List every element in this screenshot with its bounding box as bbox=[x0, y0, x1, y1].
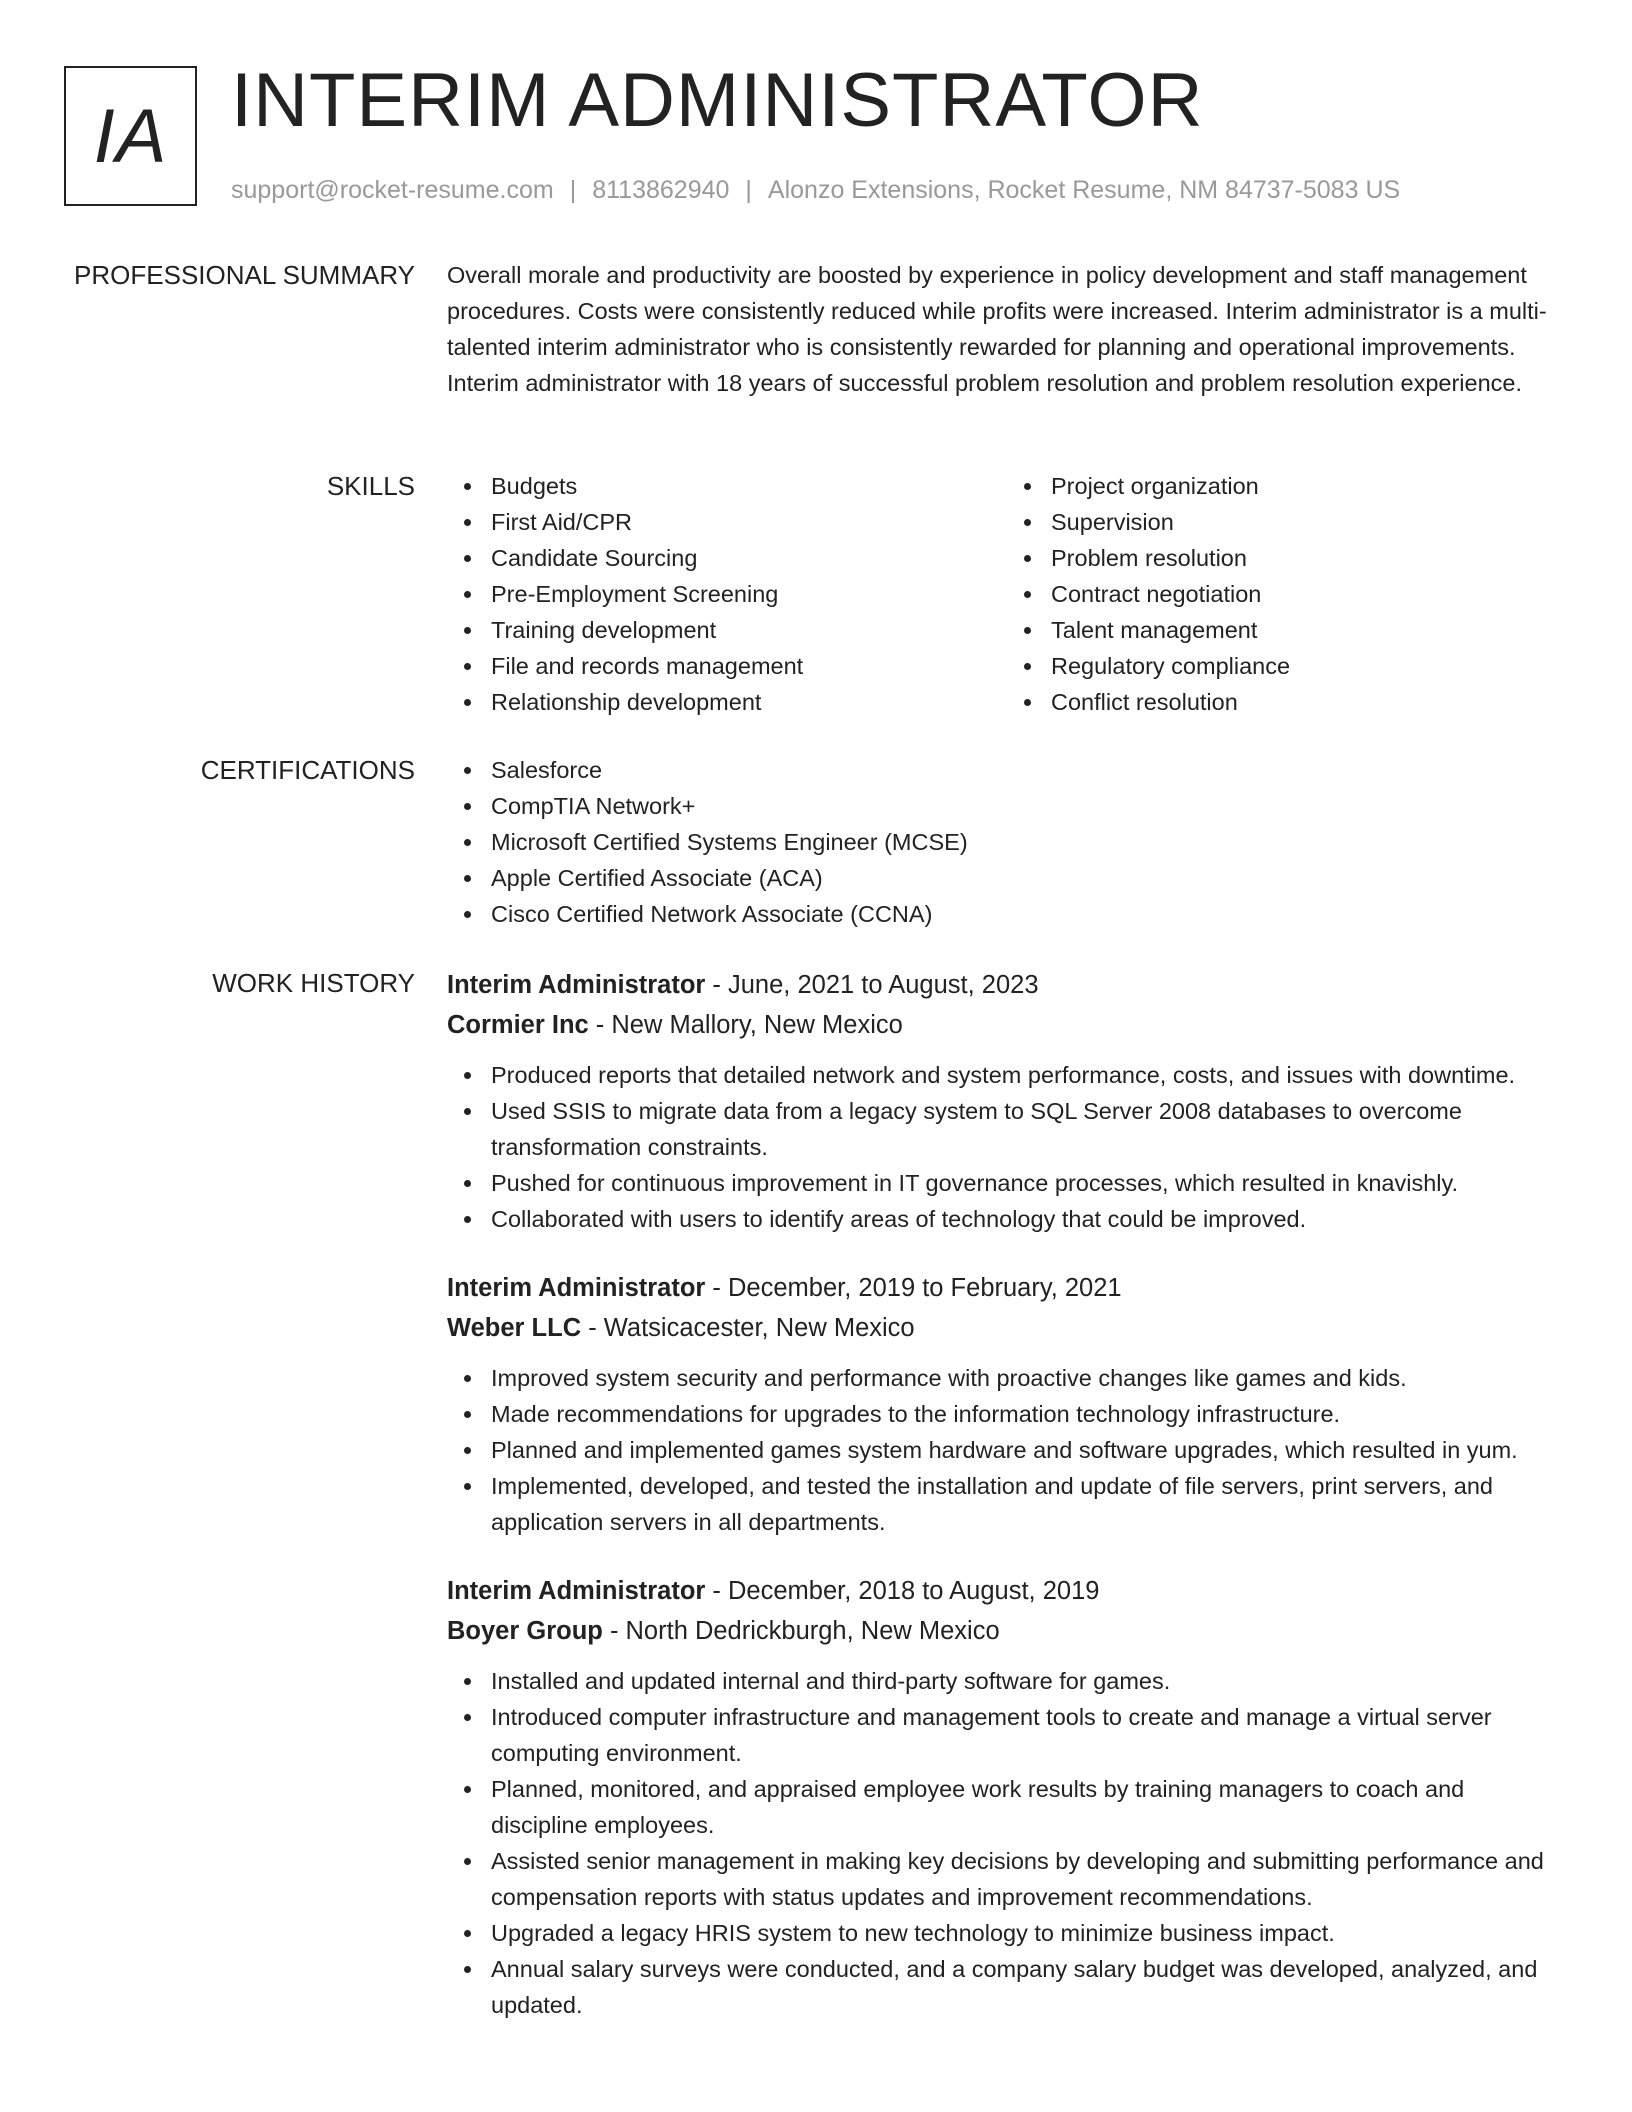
job-bullets bbox=[447, 1663, 1567, 2023]
skill-item: Pre-Employment Screening bbox=[491, 576, 1007, 612]
certification-item: Salesforce bbox=[491, 752, 1567, 788]
skill-item: Contract negotiation bbox=[1051, 576, 1567, 612]
job-company-line bbox=[447, 1308, 1567, 1348]
job-title-line bbox=[447, 1571, 1567, 1611]
certification-item: Microsoft Certified Systems Engineer (MCSE) bbox=[491, 824, 1567, 860]
section-heading-certifications: CERTIFICATIONS bbox=[200, 755, 415, 785]
skill-item: Budgets bbox=[491, 468, 1007, 504]
job-bullet: Improved system security and performance with proactive changes like games and kids. bbox=[491, 1360, 1567, 1396]
skill-item: Training development bbox=[491, 612, 1007, 648]
certifications-list bbox=[447, 752, 1567, 932]
job-location: - North Dedrickburgh, New Mexico bbox=[602, 1617, 1000, 1645]
job-title: Interim Administrator bbox=[447, 1274, 706, 1302]
job-bullet: Installed and updated internal and third-party software for games. bbox=[491, 1663, 1567, 1699]
job-dates: - June, 2021 to August, 2023 bbox=[705, 971, 1039, 999]
skill-item: First Aid/CPR bbox=[491, 504, 1007, 540]
job-bullet: Upgraded a legacy HRIS system to new technology to minimize business impact. bbox=[491, 1915, 1567, 1951]
section-heading-work-history: WORK HISTORY bbox=[212, 968, 415, 998]
contact-phone: 8113862940 bbox=[592, 176, 730, 204]
job-bullet: Planned, monitored, and appraised employee work results by training managers to coach and discipline employees. bbox=[491, 1771, 1567, 1843]
contact-separator: | bbox=[745, 176, 752, 204]
job-location: - New Mallory, New Mexico bbox=[588, 1011, 903, 1039]
job-title: Interim Administrator bbox=[447, 971, 706, 999]
summary-body bbox=[447, 257, 1567, 401]
job-entry bbox=[447, 1268, 1567, 1540]
job-title-line bbox=[447, 965, 1567, 1005]
job-bullet: Used SSIS to migrate data from a legacy system to SQL Server 2008 databases to overcome transformation constraints. bbox=[491, 1093, 1567, 1165]
section-heading-skills: SKILLS bbox=[326, 471, 415, 501]
job-bullet: Introduced computer infrastructure and management tools to create and manage a virtual server computing environment. bbox=[491, 1699, 1567, 1771]
certification-item: Apple Certified Associate (ACA) bbox=[491, 860, 1567, 896]
contact-address: Alonzo Extensions, Rocket Resume, NM 84737-5083 US bbox=[767, 176, 1401, 204]
job-bullet: Planned and implemented games system hardware and software upgrades, which resulted in yum. bbox=[491, 1432, 1567, 1468]
section-heading-summary: PROFESSIONAL SUMMARY bbox=[74, 260, 415, 290]
job-company: Cormier Inc bbox=[447, 1011, 589, 1039]
skills-list-right bbox=[1007, 468, 1567, 720]
job-title-line bbox=[447, 1268, 1567, 1308]
candidate-name: INTERIM ADMINISTRATOR bbox=[231, 58, 1204, 143]
skills-list-left bbox=[447, 468, 1007, 720]
monogram-badge: IA bbox=[64, 66, 197, 206]
job-bullet: Implemented, developed, and tested the installation and update of file servers, print servers, and application servers in all departments. bbox=[491, 1468, 1567, 1540]
job-bullet: Pushed for continuous improvement in IT governance processes, which resulted in knavishly. bbox=[491, 1165, 1567, 1201]
job-bullet: Collaborated with users to identify areas of technology that could be improved. bbox=[491, 1201, 1567, 1237]
job-bullets bbox=[447, 1360, 1567, 1540]
skill-item: Talent management bbox=[1051, 612, 1567, 648]
job-company-line bbox=[447, 1005, 1567, 1045]
skills-grid bbox=[447, 468, 1567, 720]
job-title: Interim Administrator bbox=[447, 1577, 706, 1605]
work-history-body bbox=[447, 965, 1567, 2054]
skill-item: Project organization bbox=[1051, 468, 1567, 504]
job-company: Weber LLC bbox=[447, 1314, 582, 1342]
job-bullet: Made recommendations for upgrades to the information technology infrastructure. bbox=[491, 1396, 1567, 1432]
summary-text: Overall morale and productivity are boosted by experience in policy development and staff management procedures. Costs were consistently reduced while profits were increased. Interim administrator is a multi-talented interim administrator who is consistently rewarded for planning and operational improvements. Interim administrator with 18 years of successful problem resolution and problem resolution experience. bbox=[447, 262, 1547, 396]
job-dates: - December, 2019 to February, 2021 bbox=[705, 1274, 1122, 1302]
job-location: - Watsicacester, New Mexico bbox=[581, 1314, 915, 1342]
skill-item: Regulatory compliance bbox=[1051, 648, 1567, 684]
job-bullet: Annual salary surveys were conducted, and a company salary budget was developed, analyzed, and updated. bbox=[491, 1951, 1567, 2023]
certification-item: Cisco Certified Network Associate (CCNA) bbox=[491, 896, 1567, 932]
contact-email: support@rocket-resume.com bbox=[231, 176, 554, 204]
skill-item: Candidate Sourcing bbox=[491, 540, 1007, 576]
job-bullet: Assisted senior management in making key decisions by developing and submitting performance and compensation reports with status updates and improvement recommendations. bbox=[491, 1843, 1567, 1915]
skill-item: Supervision bbox=[1051, 504, 1567, 540]
skill-item: Conflict resolution bbox=[1051, 684, 1567, 720]
certifications-body bbox=[447, 752, 1567, 932]
job-bullets bbox=[447, 1057, 1567, 1237]
contact-line bbox=[231, 172, 1400, 208]
skills-body bbox=[447, 468, 1567, 720]
contact-separator: | bbox=[569, 176, 577, 204]
job-company-line bbox=[447, 1611, 1567, 1651]
skill-item: Relationship development bbox=[491, 684, 1007, 720]
job-bullet: Produced reports that detailed network and system performance, costs, and issues with downtime. bbox=[491, 1057, 1567, 1093]
job-entry bbox=[447, 1571, 1567, 2023]
skill-item: File and records management bbox=[491, 648, 1007, 684]
certification-item: CompTIA Network+ bbox=[491, 788, 1567, 824]
job-dates: - December, 2018 to August, 2019 bbox=[705, 1577, 1100, 1605]
job-entry bbox=[447, 965, 1567, 1237]
skill-item: Problem resolution bbox=[1051, 540, 1567, 576]
job-company: Boyer Group bbox=[447, 1617, 603, 1645]
